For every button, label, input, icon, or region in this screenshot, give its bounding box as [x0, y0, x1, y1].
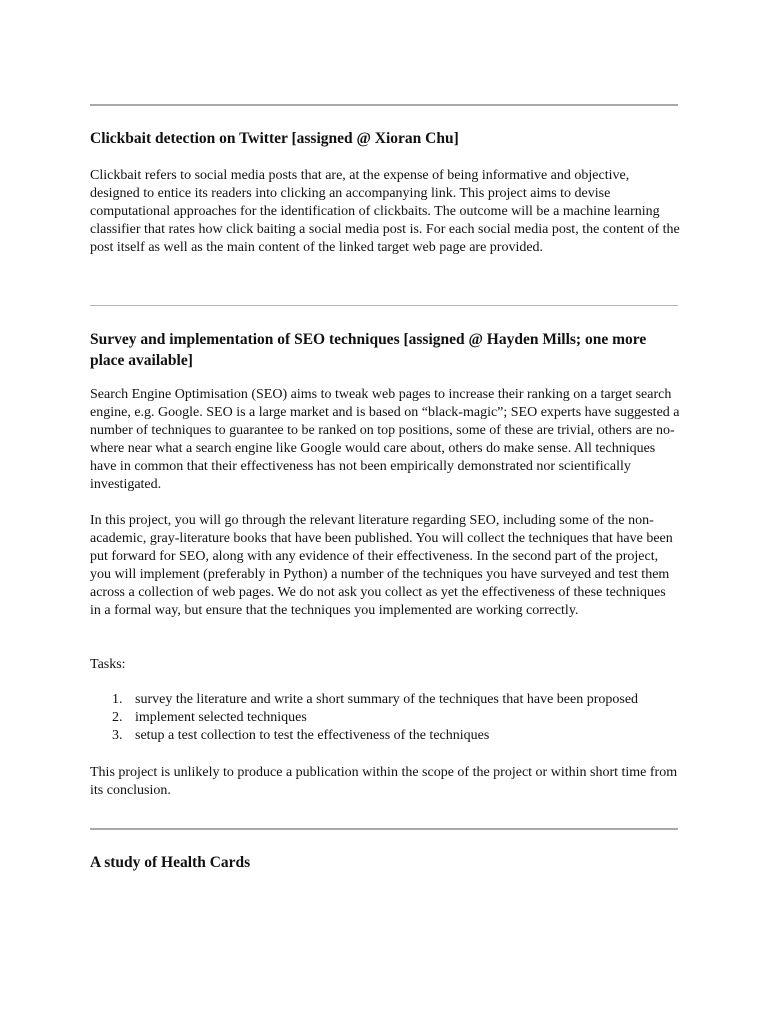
list-item: [90, 709, 680, 727]
section-divider: [90, 828, 678, 830]
section-heading-clickbait: Clickbait detection on Twitter [assigned @ Xioran Chu]: [90, 130, 459, 147]
paragraph-seo-project: In this project, you will go through the relevant literature regarding SEO, including some of the non-academic, gray-literature books that have been published. You will collect the techniques that have been put forward for SEO, along with any evidence of their effectiveness. In the second part of the project, you will implement (preferably in Python) a number of the techniques you have surveyed and test them across a collection of web pages. We do not ask you collect as yet the effectiveness of these techniques in a formal way, but ensure that the techniques you implemented are working correctly.: [90, 513, 673, 618]
tasks-label: Tasks:: [90, 657, 126, 672]
tasks-list: [90, 691, 680, 745]
paragraph-clickbait: Clickbait refers to social media posts that are, at the expense of being informative and objective, designed to entice its readers into clicking an accompanying link. This project aims to devise computational approaches for the identification of clickbaits. The outcome will be a machine learning classifier that rates how click baiting a social media post is. For each social media post, the content of the post itself as well as the main content of the linked target web page are provided.: [90, 168, 680, 255]
list-item-text: survey the literature and write a short summary of the techniques that have been proposed: [135, 692, 639, 707]
section-divider: [90, 305, 678, 306]
paragraph-seo-intro: Search Engine Optimisation (SEO) aims to tweak web pages to increase their ranking on a target search engine, e.g. Google. SEO is a large market and is based on “black-magic”; SEO experts have suggested a number of techniques to guarantee to be ranked on top positions, some of these are trivial, others are no-where near what a search engine like Google would care about, others do make sense. All techniques have in common that their effectiveness has not been empirically demonstrated nor scientifically investigated.: [90, 387, 680, 492]
section-heading-health-cards: A study of Health Cards: [90, 854, 251, 871]
list-item-text: implement selected techniques: [135, 710, 307, 725]
list-item-number: 3.: [112, 728, 123, 743]
list-item: [90, 727, 680, 745]
list-item-text: setup a test collection to test the effectiveness of the techniques: [135, 728, 490, 743]
section-divider: [90, 104, 678, 106]
list-item-number: 2.: [112, 710, 123, 725]
list-item-number: 1.: [112, 692, 123, 707]
section-heading-seo: Survey and implementation of SEO techniques [assigned @ Hayden Mills; one more place available]: [90, 331, 647, 369]
list-item: [90, 691, 680, 709]
paragraph-seo-closing: This project is unlikely to produce a publication within the scope of the project or within short time from its conclusion.: [90, 765, 678, 798]
